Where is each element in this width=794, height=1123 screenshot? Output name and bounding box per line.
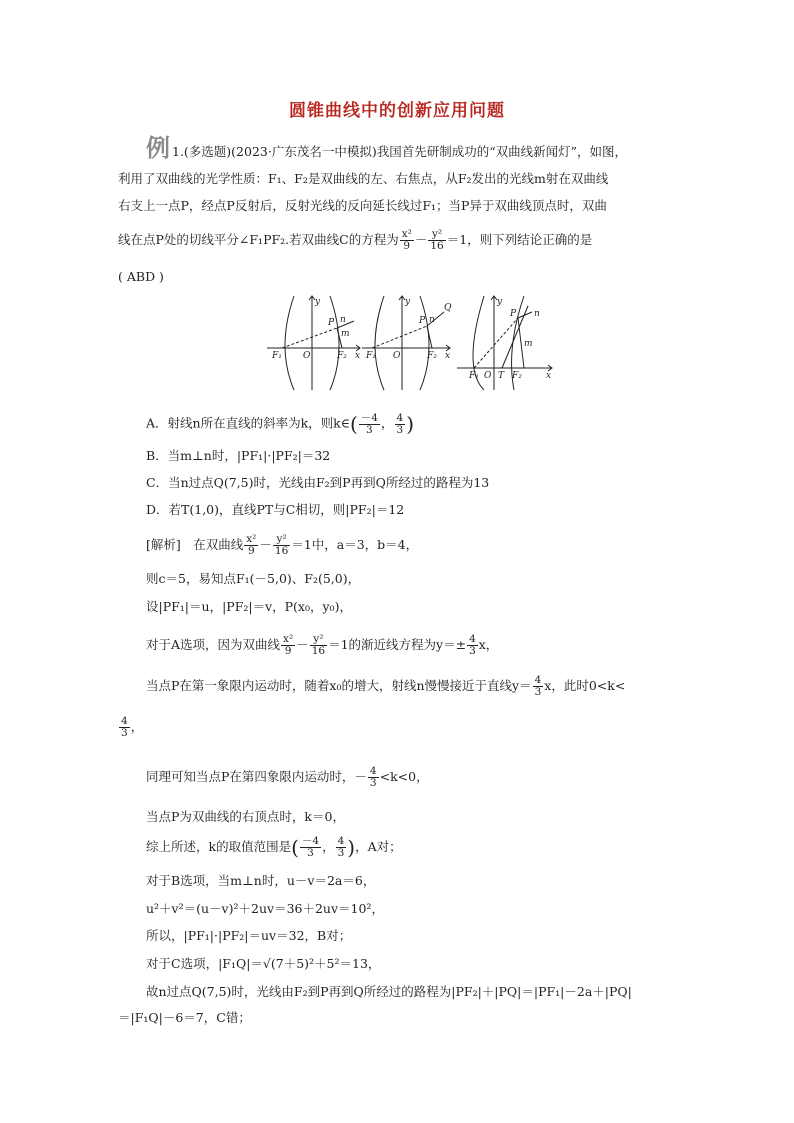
frac-num: x² — [246, 533, 257, 545]
frac-den: 3 — [307, 847, 314, 859]
solution-line-1-text: [解析] 在双曲线 — [146, 537, 244, 552]
solution-line-5-end: x，此时0<k< — [544, 678, 626, 693]
label-m-1: m — [341, 329, 350, 339]
frac-num: y² — [310, 634, 327, 646]
ray-m-2 — [427, 326, 432, 348]
frac-den: 16 — [430, 240, 444, 252]
frac-den: 9 — [403, 240, 411, 252]
frac-num: x² — [401, 228, 412, 240]
solution-line-5-text: 当点P在第一象限内运动时，随着x₀的增大，射线n慢慢接近于直线y＝ — [146, 678, 532, 693]
label-y-3: y — [497, 297, 503, 307]
frac-num: 4 — [396, 411, 404, 424]
label-O-2: O — [393, 351, 401, 361]
paren-open: ( — [291, 835, 299, 860]
solution-line-7-end: <k<0， — [379, 769, 429, 784]
frac-x2-9 — [281, 634, 295, 657]
solution-line-11: u²＋v²＝(u－v)²＋2uv＝36＋2uv＝10²， — [146, 901, 384, 916]
frac-4-3 — [395, 413, 406, 436]
label-O-1: O — [303, 351, 311, 361]
solution-line-5 — [146, 675, 625, 698]
example-badge: 例 — [146, 133, 170, 162]
frac-den: 9 — [247, 545, 255, 557]
solution-line-13: 对于C选项，|F₁Q|＝√(7＋5)²＋5²＝13， — [146, 956, 381, 971]
label-y-1: y — [315, 297, 321, 307]
label-F1-2: F₁ — [366, 351, 376, 361]
frac-neg4-3 — [359, 413, 380, 436]
frac-den: 16 — [274, 545, 289, 557]
label-x-3: x — [546, 371, 552, 381]
label-n-3: n — [534, 309, 540, 319]
paren-close: ) — [406, 412, 414, 436]
question-line-4-text: 线在点P处的切线平分∠F₁PF₂.若双曲线C的方程为 — [118, 232, 399, 247]
frac-num: 4 — [469, 633, 476, 645]
label-F1-1: F₁ — [272, 351, 282, 361]
label-Q-2: Q — [444, 303, 452, 313]
question-line-1: 1.(多选题)(2023·广东茂名一中模拟)我国首先研制成功的“双曲线新闻灯”，如图， — [172, 144, 628, 159]
frac-num: －4 — [301, 835, 320, 847]
frac-num: y² — [273, 534, 290, 546]
frac-den: 3 — [534, 686, 542, 698]
option-a-text: A．射线n所在直线的斜率为k，则k∈ — [146, 415, 350, 431]
label-P-3: P — [510, 309, 517, 319]
dashed-ray-2 — [372, 326, 427, 348]
frac-4-3 — [119, 716, 130, 739]
frac-num: x² — [283, 633, 294, 645]
frac-y2-16 — [310, 634, 327, 657]
solution-line-1-end: ＝1中，a＝3，b＝4， — [291, 537, 419, 552]
frac-den: 3 — [121, 727, 128, 739]
hyperbola-figure — [262, 292, 558, 392]
frac-num: 4 — [369, 765, 377, 777]
label-n-1: n — [340, 315, 346, 325]
label-x-2: x — [445, 351, 451, 361]
solution-line-4-mid: ＝1的渐近线方程为y＝± — [328, 637, 467, 652]
dashed-ray-1 — [282, 328, 337, 348]
frac-4-3 — [336, 836, 347, 859]
frac-4-3 — [533, 675, 544, 698]
solution-line-4-end: x， — [478, 637, 499, 652]
solution-line-15: ＝|F₁Q|－6＝7，C错； — [118, 1010, 251, 1025]
label-y-2: y — [405, 297, 411, 307]
label-m-3: m — [524, 339, 533, 349]
frac-den: 3 — [469, 645, 476, 657]
solution-line-2: 则c＝5，易知点F₁(－5,0)、F₂(5,0)， — [146, 571, 361, 586]
label-P-2: P — [419, 316, 426, 326]
label-x-1: x — [355, 351, 361, 361]
question-line-2: 利用了双曲线的光学性质：F₁、F₂是双曲线的左、右焦点，从F₂发出的光线m射在双曲线 — [118, 171, 609, 186]
option-b: B．当m⊥n时，|PF₁|·|PF₂|＝32 — [146, 448, 331, 463]
frac-neg4-3 — [300, 836, 321, 859]
frac-den: 3 — [396, 423, 404, 436]
left-branch-1 — [285, 296, 294, 390]
solution-line-9: 综上所述，k的取值范围是( $\frac{-4}{3}$ ， $\frac{4}{3}$ )，A对； — [146, 835, 402, 860]
label-P-1: P — [328, 318, 335, 328]
solution-line-12: 所以，|PF₁|·|PF₂|＝uv＝32，B对； — [146, 928, 352, 943]
solution-line-4-text: 对于A选项，因为双曲线 — [146, 637, 281, 652]
label-n-2: n — [429, 315, 435, 325]
paren-close: ) — [347, 835, 356, 860]
frac-num: 4 — [534, 674, 542, 686]
label-F2-1: F₂ — [337, 351, 347, 361]
paren-open: ( — [349, 412, 358, 436]
solution-line-9-end: ，A对； — [355, 839, 402, 854]
option-a: A．射线n所在直线的斜率为k，则k∈( $\frac{-4}{3}$ ， $\frac{4}{3}$ ) — [146, 411, 414, 436]
right-branch-1 — [330, 296, 339, 390]
frac-4-3 — [368, 766, 379, 789]
solution-line-4: 对于A选项，因为双曲线 $\frac{\text{x²}}{9}$ － $\frac{\text{y²}}{16}$ ＝1的渐近线方程为y＝± $\frac{4}{3}$ x， — [146, 633, 499, 657]
option-c: C．当n过点Q(7,5)时，光线由F₂到P再到Q所经过的路程为13 — [146, 475, 490, 490]
frac-x2-9 — [400, 229, 414, 252]
question-line-3: 右支上一点P，经点P反射后，反射光线的反向延长线过F₁；当P异于双曲线顶点时，双曲 — [118, 198, 607, 213]
label-F1-3: F₁ — [469, 371, 479, 381]
frac-num: y² — [428, 229, 445, 241]
frac-den: 3 — [366, 423, 373, 436]
solution-line-7 — [146, 766, 429, 789]
frac-x2-9 — [244, 534, 258, 557]
frac-4-3 — [467, 634, 478, 657]
solution-line-6 — [118, 716, 143, 739]
frac-den: 16 — [311, 645, 326, 657]
label-T-3: T — [498, 371, 505, 381]
frac-num: 4 — [121, 715, 128, 727]
left-branch-2 — [375, 296, 384, 390]
frac-y2-16 — [428, 229, 445, 252]
answer-text: ( ABD ) — [118, 269, 164, 284]
solution-line-9-text: 综上所述，k的取值范围是 — [146, 839, 292, 854]
frac-den: 3 — [337, 847, 345, 859]
label-F2-2: F₂ — [427, 351, 437, 361]
solution-line-6-end: ， — [130, 719, 144, 734]
page-title: 圆锥曲线中的创新应用问题 — [289, 101, 505, 121]
frac-num: －4 — [360, 411, 378, 424]
question-line-4: 线在点P处的切线平分∠F₁PF₂.若双曲线C的方程为 $\frac{\text{x²}}{9}$ － $\frac{\text{y²}}{16}$ ＝1，则下列结论正确的是 — [118, 228, 593, 252]
frac-y2-16 — [273, 534, 290, 557]
label-O-3: O — [484, 371, 492, 381]
solution-line-8: 当点P为双曲线的右顶点时，k＝0， — [146, 809, 345, 824]
label-F2-3: F₂ — [512, 371, 522, 381]
solution-line-7-text: 同理可知当点P在第四象限内运动时，－ — [146, 769, 367, 784]
option-d: D．若T(1,0)，直线PT与C相切，则|PF₂|＝12 — [146, 502, 405, 517]
frac-den: 3 — [369, 777, 377, 789]
solution-line-1: [解析] 在双曲线 $\frac{\text{x²}}{9}$ － $\frac{\text{y²}}{16}$ ＝1中，a＝3，b＝4， — [146, 533, 419, 557]
solution-line-14: 故n过点Q(7,5)时，光线由F₂到P再到Q所经过的路程为|PF₂|＋|PQ|＝|PF₁|－2a＋|PQ| — [146, 984, 632, 999]
solution-line-3: 设|PF₁|＝u，|PF₂|＝v，P(x₀，y₀)， — [146, 599, 352, 614]
question-line-4-end: ＝1，则下列结论正确的是 — [446, 232, 593, 247]
solution-line-10: 对于B选项，当m⊥n时，u－v＝2a＝6， — [146, 873, 376, 888]
frac-num: 4 — [337, 835, 345, 847]
frac-den: 9 — [284, 645, 292, 657]
right-branch-2 — [420, 296, 429, 390]
